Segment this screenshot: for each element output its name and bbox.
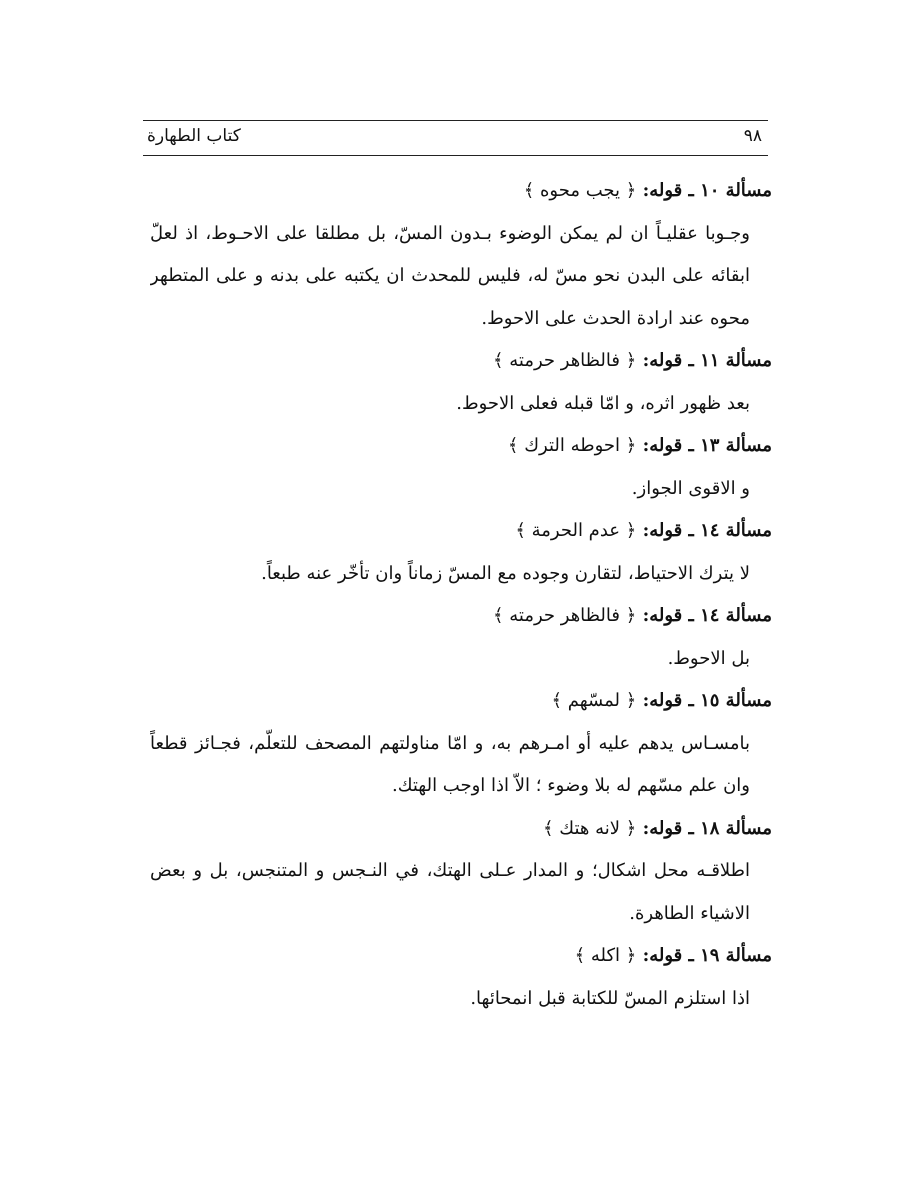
quoted-text: ﴿ فالظاهر حرمته ﴾ (492, 350, 637, 371)
commentary-line: محوه عند ارادة الحدث على الاحوط. (481, 307, 750, 329)
quoted-text: ﴿ عدم الحرمة ﴾ (515, 520, 637, 541)
quoted-text: ﴿ لمسّهم ﴾ (551, 690, 637, 711)
quoted-text: ﴿ اكله ﴾ (574, 945, 637, 966)
quoted-text: ﴿ فالظاهر حرمته ﴾ (492, 605, 637, 626)
page-header (143, 120, 768, 156)
issue-label: مسألة ١١ ـ قوله: (642, 350, 772, 371)
commentary-line: الاشياء الطاهرة. (629, 902, 750, 924)
issue-label: مسألة ١٥ ـ قوله: (642, 690, 772, 711)
issue-heading (150, 595, 772, 638)
commentary-line: وان علم مسّهم له بلا وضوء ؛ الاّ اذا اوجب الهتك. (391, 775, 750, 796)
commentary-line: بامسـاس يدهم عليه أو امـرهم به، و امّا مناولتهم المصحف للتعلّم، فجـائز قطعاً (150, 732, 750, 754)
page-number: ٩٨ (743, 126, 762, 146)
commentary-line: ابقائه على البدن نحو مسّ له، فليس للمحدث ان يكتبه على بدنه و على المتطهر (150, 265, 750, 286)
issue-label: مسألة ١٩ ـ قوله: (642, 945, 772, 966)
issue-label: مسألة ١٤ ـ قوله: (642, 520, 772, 541)
quoted-text: ﴿ لانه هتك ﴾ (543, 817, 637, 839)
page-body (150, 170, 772, 1020)
quoted-text: ﴿ يجب محوه ﴾ (523, 180, 637, 201)
issue-heading (150, 510, 772, 553)
commentary-line: لا يترك الاحتياط، لتقارن وجوده مع المسّ زماناً وان تأخّر عنه طبعاً. (261, 562, 750, 584)
commentary-line: و الاقوى الجواز. (631, 477, 750, 499)
commentary-line: اذا استلزم المسّ للكتابة قبل انمحائها. (470, 987, 750, 1009)
quoted-text: ﴿ احوطه الترك ﴾ (507, 435, 637, 456)
commentary-line: بعد ظهور اثره، و امّا قبله فعلى الاحوط. (456, 392, 750, 414)
issue-heading (150, 680, 772, 723)
issue-heading (150, 425, 772, 468)
commentary-line: اطلاقـه محل اشكال؛ و المدار عـلى الهتك، في النـجس و المتنجس، بل و بعض (150, 860, 750, 881)
issue-label: مسألة ١٠ ـ قوله: (642, 180, 772, 201)
running-title: كتاب الطهارة (147, 126, 241, 146)
issue-heading (150, 340, 772, 383)
issue-heading (150, 170, 772, 213)
commentary-line: بل الاحوط. (667, 647, 750, 669)
commentary-line: وجـوبا عقليـاً ان لم يمكن الوضوء بـدون المسّ، بل مطلقا على الاحـوط، اذ لعلّ (150, 222, 750, 244)
issue-label: مسألة ١٨ ـ قوله: (642, 817, 772, 839)
issue-label: مسألة ١٤ ـ قوله: (642, 605, 772, 626)
issue-heading (150, 808, 772, 851)
issue-heading (150, 935, 772, 978)
issue-label: مسألة ١٣ ـ قوله: (642, 435, 772, 456)
